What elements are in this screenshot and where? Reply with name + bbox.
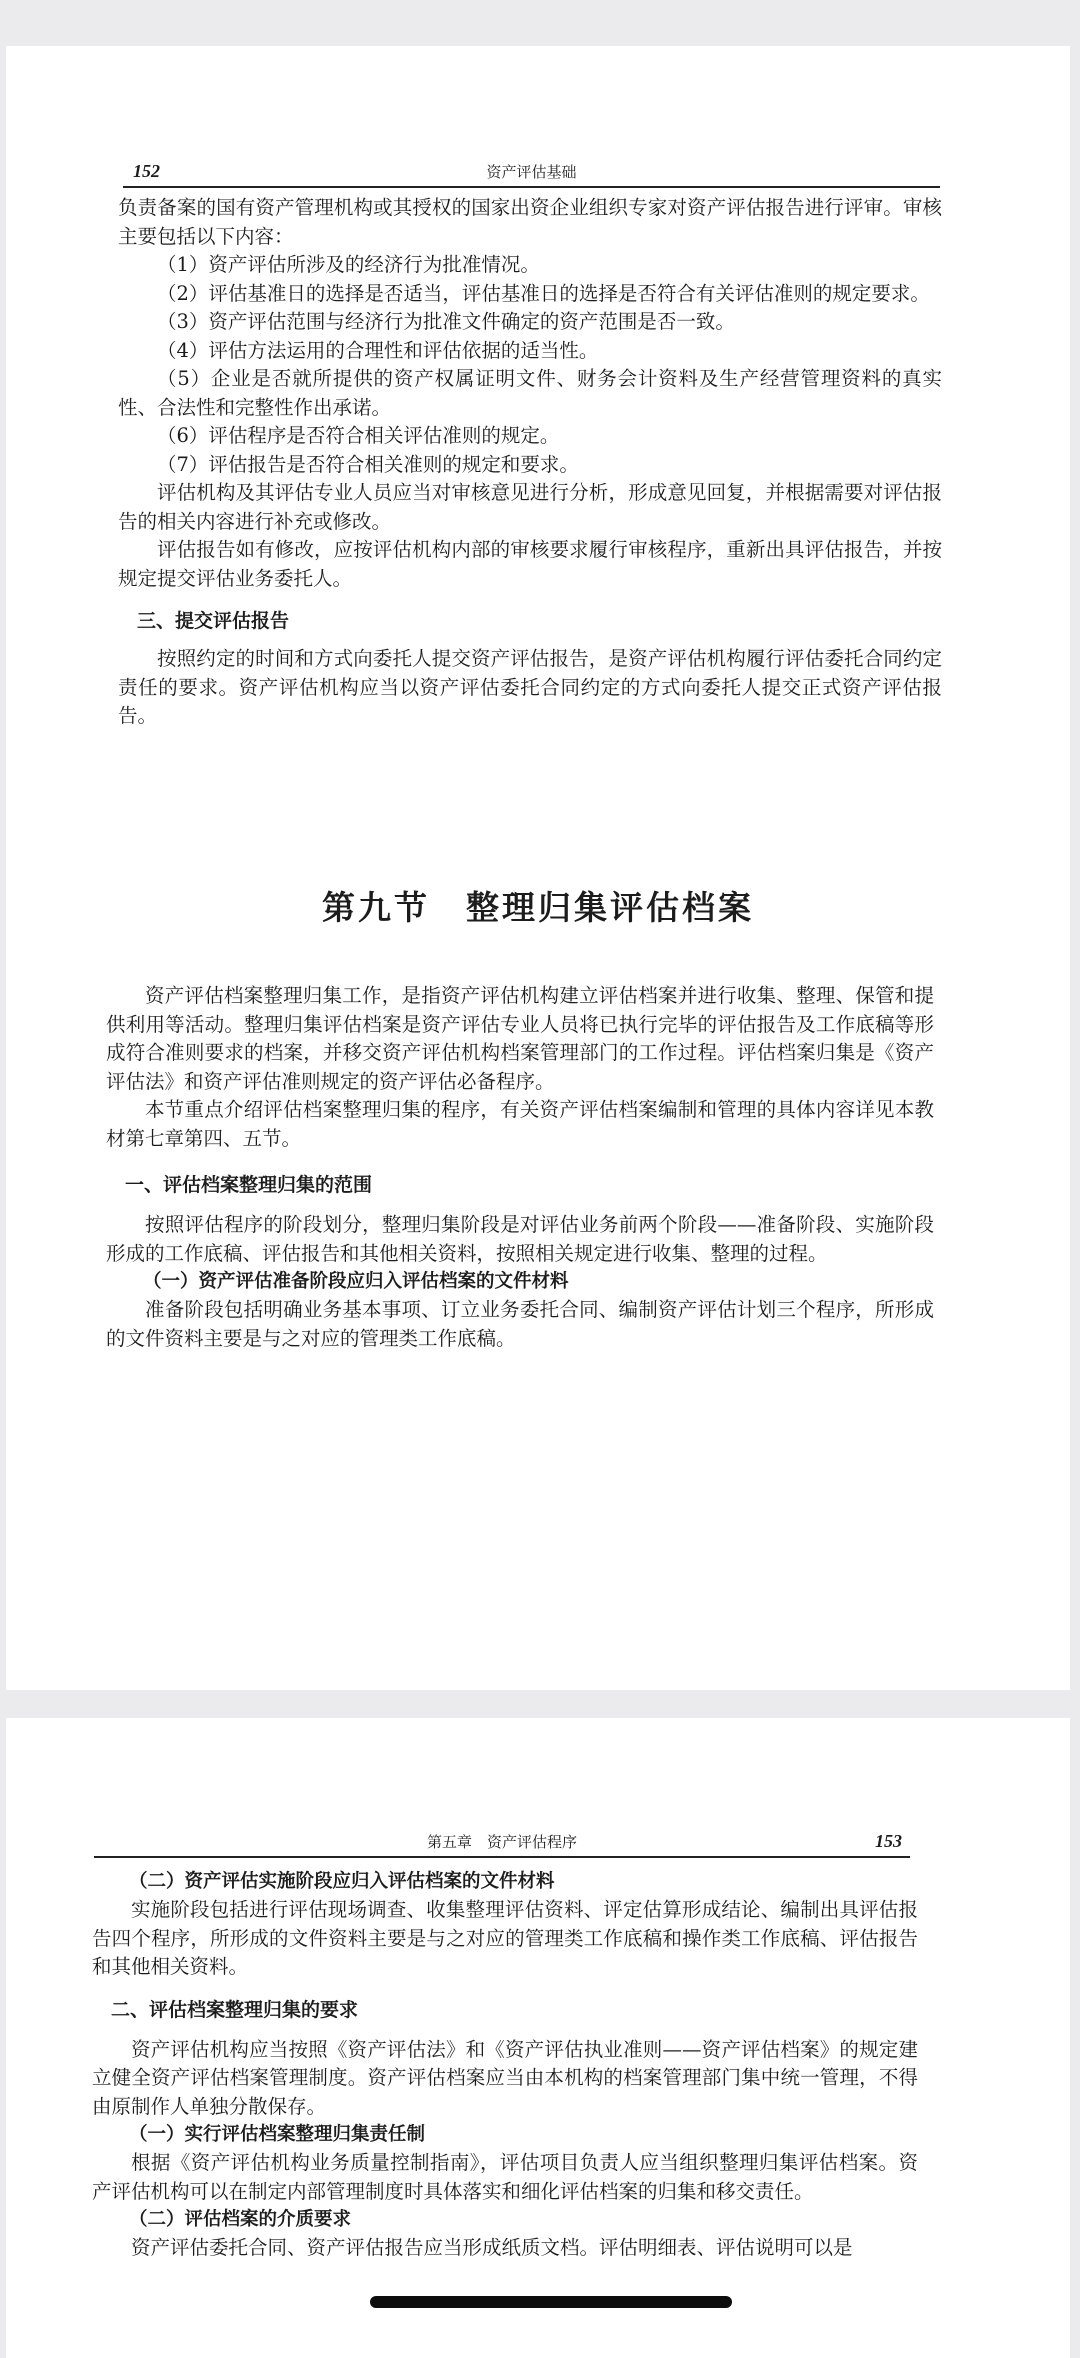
page-number: 153 bbox=[875, 1831, 902, 1851]
page-body bbox=[118, 194, 942, 731]
list-item: （1）资产评估所涉及的经济行为批准情况。 bbox=[157, 253, 540, 276]
paragraph: 资产评估档案整理归集工作，是指资产评估机构建立评估档案并进行收集、整理、保管和提供利用等活动。整理归集评估档案是资产评估专业人员将已执行完毕的评估报告及工作底稿等形成符合准则要求的档案，并移交资产评估机构档案管理部门的工作过程。评估档案归集是《资产评估法》和资产评估准则规定的资产评估必备程序。 bbox=[106, 984, 934, 1093]
paragraph: 准备阶段包括明确业务基本事项、订立业务委托合同、编制资产评估计划三个程序，所形成的文件资料主要是与之对应的管理类工作底稿。 bbox=[106, 1298, 934, 1350]
sub-heading: （一）资产评估准备阶段应归入评估档案的文件材料 bbox=[143, 1271, 569, 1292]
section-heading: 二、评估档案整理归集的要求 bbox=[111, 1998, 359, 2021]
list-item: （4）评估方法运用的合理性和评估依据的适当性。 bbox=[157, 338, 599, 362]
list-item: （5）企业是否就所提供的资产权属证明文件、财务会计资料及生产经营管理资料的真实性、合法性和完整性作出承诺。 bbox=[118, 367, 942, 419]
paragraph: 实施阶段包括进行评估现场调查、收集整理评估资料、评定估算形成结论、编制出具评估报告四个程序，所形成的文件资料主要是与之对应的管理类工作底稿和操作类工作底稿、评估报告和其他相关资料。 bbox=[92, 1898, 918, 1978]
section-heading: 一、评估档案整理归集的范围 bbox=[125, 1174, 373, 1196]
paragraph: 负责备案的国有资产管理机构或其授权的国家出资企业组织专家对资产评估报告进行评审。审核主要包括以下内容： bbox=[118, 196, 942, 248]
home-indicator[interactable] bbox=[370, 2296, 732, 2308]
paragraph: 资产评估委托合同、资产评估报告应当形成纸质文档。评估明细表、评估说明可以是 bbox=[131, 2236, 853, 2259]
paragraph: 评估机构及其评估专业人员应当对审核意见进行分析，形成意见回复，并根据需要对评估报告的相关内容进行补充或修改。 bbox=[118, 481, 942, 533]
list-item: （2）评估基准日的选择是否适当，评估基准日的选择是否符合有关评估准则的规定要求。 bbox=[157, 281, 930, 305]
sub-heading: （二）评估档案的介质要求 bbox=[129, 2209, 352, 2230]
paragraph: 按照评估程序的阶段划分，整理归集阶段是对评估业务前两个阶段——准备阶段、实施阶段形成的工作底稿、评估报告和其他相关资料，按照相关规定进行收集、整理的过程。 bbox=[106, 1213, 934, 1265]
document-page-152 bbox=[6, 46, 1070, 1690]
list-item: （6）评估程序是否符合相关评估准则的规定。 bbox=[157, 424, 560, 447]
sub-heading: （二）资产评估实施阶段应归入评估档案的文件材料 bbox=[129, 1871, 555, 1892]
paragraph: 评估报告如有修改，应按评估机构内部的审核要求履行审核程序，重新出具评估报告，并按规定提交评估业务委托人。 bbox=[118, 538, 942, 590]
list-item: （3）资产评估范围与经济行为批准文件确定的资产范围是否一致。 bbox=[157, 310, 735, 333]
page-body-section-nine bbox=[106, 982, 934, 1353]
running-title: 第五章 资产评估程序 bbox=[426, 1833, 577, 1851]
page-number: 152 bbox=[133, 161, 160, 181]
sub-heading: （一）实行评估档案整理归集责任制 bbox=[129, 2124, 426, 2145]
page-header bbox=[123, 158, 940, 188]
page-body bbox=[92, 1868, 918, 2263]
chapter-section-title: 第九节 整理归集评估档案 bbox=[322, 888, 754, 927]
paragraph: 本节重点介绍评估档案整理归集的程序，有关资产评估档案编制和管理的具体内容详见本教材第七章第四、五节。 bbox=[106, 1098, 934, 1150]
page-header bbox=[94, 1828, 910, 1858]
document-page-153 bbox=[6, 1718, 1070, 2358]
paragraph: 按照约定的时间和方式向委托人提交资产评估报告，是资产评估机构履行评估委托合同约定责任的要求。资产评估机构应当以资产评估委托合同约定的方式向委托人提交正式资产评估报告。 bbox=[118, 647, 942, 727]
list-item: （7）评估报告是否符合相关准则的规定和要求。 bbox=[157, 452, 579, 476]
running-title: 资产评估基础 bbox=[486, 163, 577, 181]
paragraph: 根据《资产评估机构业务质量控制指南》，评估项目负责人应当组织整理归集评估档案。资产评估机构可以在制定内部管理制度时具体落实和细化评估档案的归集和移交责任。 bbox=[92, 2151, 918, 2203]
section-heading: 三、提交评估报告 bbox=[137, 610, 290, 632]
paragraph: 资产评估机构应当按照《资产评估法》和《资产评估执业准则——资产评估档案》的规定建立健全资产评估档案管理制度。资产评估档案应当由本机构的档案管理部门集中统一管理，不得由原制作人单独分散保存。 bbox=[92, 2037, 918, 2118]
